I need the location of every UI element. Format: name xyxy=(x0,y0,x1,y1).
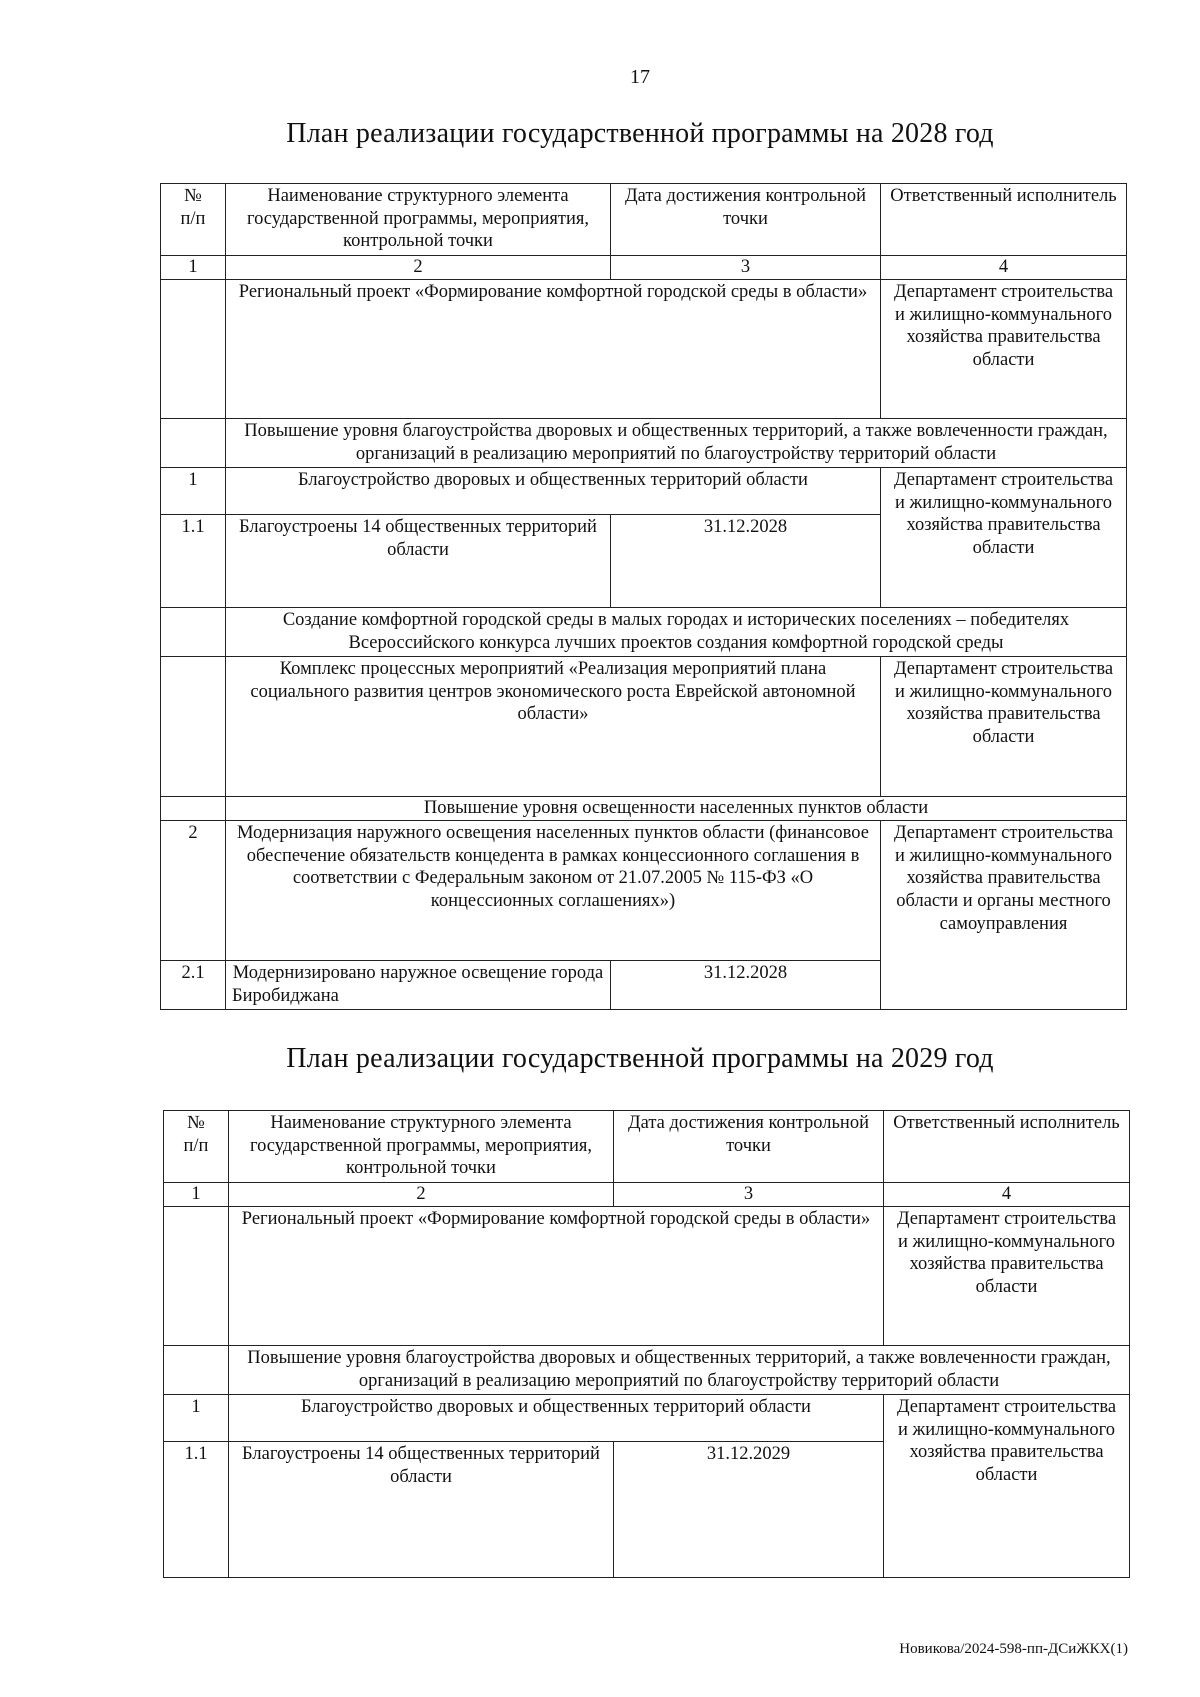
empty-cell xyxy=(164,1207,229,1346)
col-number: 1 xyxy=(161,256,226,280)
column-number-row xyxy=(164,1183,1130,1207)
header-name: Наименование структурного элемента государственной программы, мероприятия, контрольной точки xyxy=(226,184,611,256)
plan-2029-title: План реализации государственной программы на 2029 год xyxy=(286,1043,994,1074)
plan-2028-table xyxy=(160,183,1127,1010)
plan-2029-table xyxy=(163,1110,1130,1578)
col-number: 4 xyxy=(881,256,1127,280)
table-header-row xyxy=(164,1111,1130,1183)
table-header-row xyxy=(161,184,1127,256)
table-row xyxy=(164,1395,1130,1442)
row-number: 2 xyxy=(161,821,226,961)
col-number: 2 xyxy=(226,256,611,280)
header-num: № п/п xyxy=(161,184,226,256)
empty-cell xyxy=(161,797,226,821)
header-date: Дата достижения контрольной точки xyxy=(614,1111,884,1183)
header-num: № п/п xyxy=(164,1111,229,1183)
table-row xyxy=(161,468,1127,515)
item-date: 31.12.2028 xyxy=(611,515,881,608)
row-number: 1 xyxy=(164,1395,229,1442)
header-name: Наименование структурного элемента государственной программы, мероприятия, контрольной точки xyxy=(229,1111,614,1183)
item-responsible: Департамент строительства и жилищно-коммунального хозяйства правительства области xyxy=(881,468,1127,608)
goal-text: Создание комфортной городской среды в малых городах и исторических поселениях – победителях Всероссийского конкурса лучших проектов создания комфортной городской среды xyxy=(226,608,1127,657)
regional-project-name: Региональный проект «Формирование комфортной городской среды в области» xyxy=(229,1207,884,1346)
empty-cell xyxy=(161,608,226,657)
item-name: Благоустроены 14 общественных территорий области xyxy=(226,515,611,608)
header-date: Дата достижения контрольной точки xyxy=(611,184,881,256)
page-number: 17 xyxy=(630,66,650,88)
item-name: Модернизация наружного освещения населенных пунктов области (финансовое обеспечение обязательств концедента в рамках концессионного соглашения в соответствии с Федеральным законом от 21.07.2005 № 115-ФЗ «О концессионных соглашениях») xyxy=(226,821,881,961)
item-responsible: Департамент строительства и жилищно-коммунального хозяйства правительства области и органы местного самоуправления xyxy=(881,821,1127,1010)
regional-project-row xyxy=(164,1207,1130,1346)
item-date: 31.12.2029 xyxy=(614,1442,884,1578)
item-name: Модернизировано наружное освещение города Биробиджана xyxy=(226,961,611,1010)
regional-project-name: Региональный проект «Формирование комфортной городской среды в области» xyxy=(226,280,881,419)
empty-cell xyxy=(161,280,226,419)
goal-row xyxy=(161,608,1127,657)
col-number: 3 xyxy=(614,1183,884,1207)
empty-cell xyxy=(161,419,226,468)
complex-name: Комплекс процессных мероприятий «Реализация мероприятий плана социального развития центров экономического роста Еврейской автономной области» xyxy=(226,657,881,797)
goal-row xyxy=(161,419,1127,468)
plan-2028-title: План реализации государственной программы на 2028 год xyxy=(286,118,994,149)
col-number: 2 xyxy=(229,1183,614,1207)
table-row xyxy=(161,821,1127,961)
col-number: 1 xyxy=(164,1183,229,1207)
row-number: 2.1 xyxy=(161,961,226,1010)
document-footer-code: Новикова/2024-598-пп-ДСиЖКХ(1) xyxy=(899,1641,1128,1657)
goal-text: Повышение уровня благоустройства дворовых и общественных территорий, а также вовлеченности граждан, организаций в реализацию мероприятий по благоустройству территорий области xyxy=(226,419,1127,468)
regional-project-row xyxy=(161,280,1127,419)
col-number: 3 xyxy=(611,256,881,280)
item-name: Благоустроены 14 общественных территорий области xyxy=(229,1442,614,1578)
item-date: 31.12.2028 xyxy=(611,961,881,1010)
goal-row xyxy=(164,1346,1130,1395)
row-number: 1.1 xyxy=(164,1442,229,1578)
row-number: 1.1 xyxy=(161,515,226,608)
header-responsible: Ответственный исполнитель xyxy=(884,1111,1130,1183)
complex-responsible: Департамент строительства и жилищно-коммунального хозяйства правительства области xyxy=(881,657,1127,797)
row-number: 1 xyxy=(161,468,226,515)
regional-project-responsible: Департамент строительства и жилищно-коммунального хозяйства правительства области xyxy=(884,1207,1130,1346)
goal-text: Повышение уровня благоустройства дворовых и общественных территорий, а также вовлеченности граждан, организаций в реализацию мероприятий по благоустройству территорий области xyxy=(229,1346,1130,1395)
goal-row xyxy=(161,797,1127,821)
item-name: Благоустройство дворовых и общественных территорий области xyxy=(229,1395,884,1442)
header-responsible: Ответственный исполнитель xyxy=(881,184,1127,256)
empty-cell xyxy=(161,657,226,797)
goal-text: Повышение уровня освещенности населенных пунктов области xyxy=(226,797,1127,821)
item-name: Благоустройство дворовых и общественных территорий области xyxy=(226,468,881,515)
col-number: 4 xyxy=(884,1183,1130,1207)
item-responsible: Департамент строительства и жилищно-коммунального хозяйства правительства области xyxy=(884,1395,1130,1578)
column-number-row xyxy=(161,256,1127,280)
complex-row xyxy=(161,657,1127,797)
empty-cell xyxy=(164,1346,229,1395)
regional-project-responsible: Департамент строительства и жилищно-коммунального хозяйства правительства области xyxy=(881,280,1127,419)
